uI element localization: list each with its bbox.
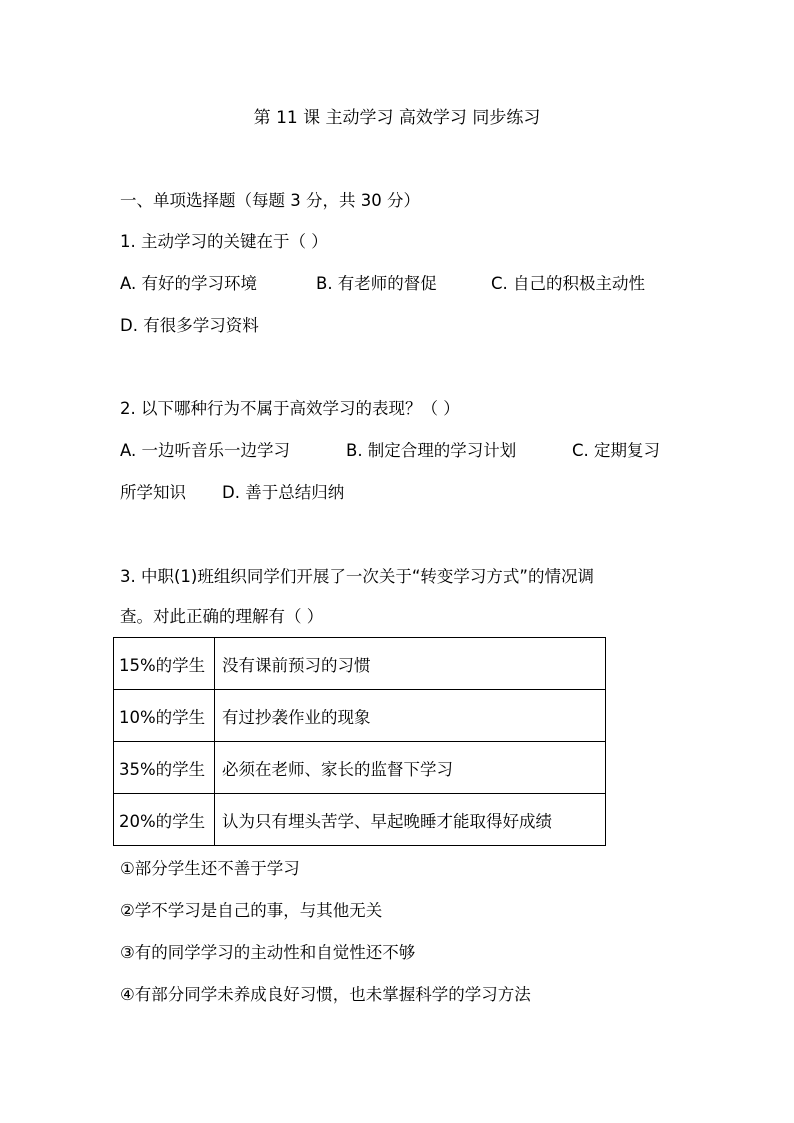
statement-3: ③有的同学学习的主动性和自觉性还不够 <box>120 943 416 962</box>
table-cell-percent: 10%的学生 <box>114 690 215 742</box>
page-title: 第 11 课 主动学习 高效学习 同步练习 <box>253 108 541 128</box>
table-row <box>114 638 606 690</box>
table-cell-description: 必须在老师、家长的监督下学习 <box>215 742 606 794</box>
q1-option-c: C. 自己的积极主动性 <box>491 274 646 293</box>
q1-option-d: D. 有很多学习资料 <box>120 316 259 335</box>
table-cell-description: 没有课前预习的习惯 <box>215 638 606 690</box>
question-1-stem: 1. 主动学习的关键在于（ ） <box>120 232 328 251</box>
question-3-stem-line-2: 查。对此正确的理解有（ ） <box>120 607 324 626</box>
table-cell-description: 有过抄袭作业的现象 <box>215 690 606 742</box>
table-row <box>114 794 606 846</box>
q2-option-c-continued: 所学知识 <box>120 483 186 502</box>
statement-4: ④有部分同学未养成良好习惯，也未掌握科学的学习方法 <box>120 985 531 1004</box>
question-2-stem: 2. 以下哪种行为不属于高效学习的表现？（ ） <box>120 399 460 418</box>
q2-option-a: A. 一边听音乐一边学习 <box>120 441 290 460</box>
q1-option-b: B. 有老师的督促 <box>316 274 437 293</box>
table-row <box>114 742 606 794</box>
question-3-stem-line-1: 3. 中职(1)班组织同学们开展了一次关于“转变学习方式”的情况调 <box>120 567 594 586</box>
q2-option-b: B. 制定合理的学习计划 <box>346 441 517 460</box>
q2-option-d: D. 善于总结归纳 <box>222 483 345 502</box>
section-heading: 一、单项选择题（每题 3 分，共 30 分） <box>120 191 420 210</box>
survey-table <box>113 637 606 846</box>
question-2-options-row-1 <box>120 440 660 462</box>
table-cell-description: 认为只有埋头苦学、早起晚睡才能取得好成绩 <box>215 794 606 846</box>
question-1-options-row <box>120 273 645 295</box>
table-cell-percent: 35%的学生 <box>114 742 215 794</box>
q1-option-a: A. 有好的学习环境 <box>120 274 257 293</box>
table-cell-percent: 15%的学生 <box>114 638 215 690</box>
question-2-options-row-2 <box>120 482 344 504</box>
statement-1: ①部分学生还不善于学习 <box>120 859 300 878</box>
table-cell-percent: 20%的学生 <box>114 794 215 846</box>
statement-2: ②学不学习是自己的事，与其他无关 <box>120 901 383 920</box>
table-row <box>114 690 606 742</box>
q2-option-c: C. 定期复习 <box>572 441 661 460</box>
